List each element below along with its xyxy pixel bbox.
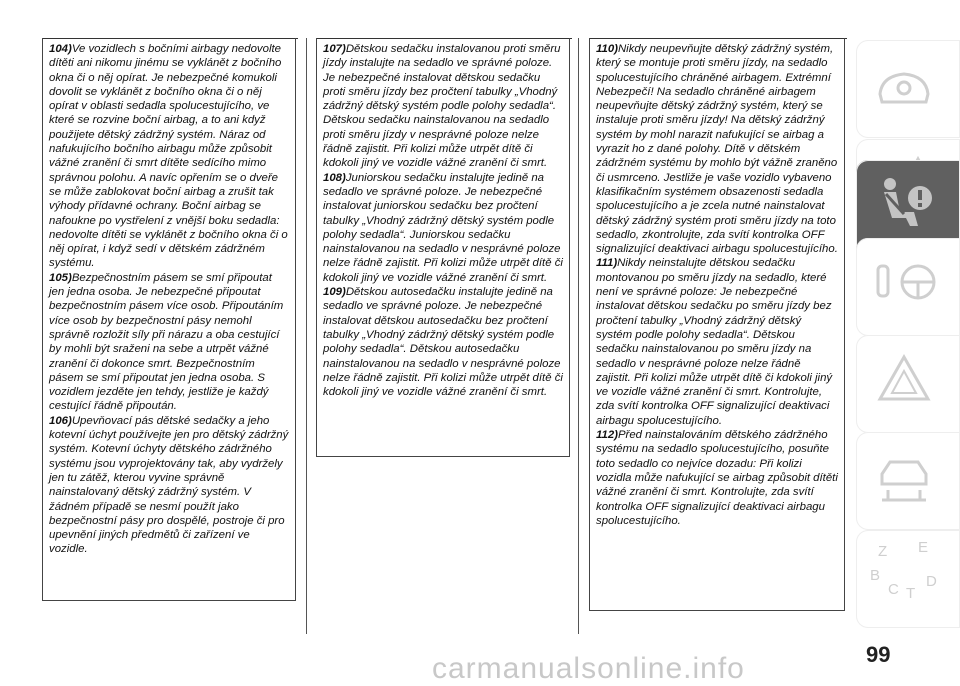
warning-item (596, 428, 838, 528)
warning-number: 107) (323, 43, 346, 55)
warning-text: Dětskou autosedačku instalujte jedině na sedadlo ve správné poloze. Je nebezpečné instalovat dětskou autosedačku bez pročtení tabulky „Vhodný zádržný dětský systém podle polohy sedadla“. Dětskou autosedačku nainstalovanou na sedadlo v nesprávné poloze nelze řádně zajistit. Při kolizi může utrpět dítě či kdokoli jiný ve vozidle vážné zranění či smrt. (323, 286, 563, 399)
warning-item (323, 285, 563, 399)
hazard-triangle-icon (874, 349, 934, 409)
index-letter: T (906, 585, 916, 602)
column-divider (306, 38, 307, 634)
warning-number: 106) (49, 414, 72, 427)
warning-item (49, 414, 289, 557)
warning-item (49, 271, 289, 414)
warning-text: Nikdy neupevňujte dětský zádržný systém, který se montuje proti směru jízdy, na sedadlo spolucestujícího chráněné airbagem. Extrémní Nebezpečí! Na sedadlo chráněné airbagem neupevňujte dětský zádržný systém, který se instaluje proti směru jízdy! Na dětský zádržný systém by mohl narazit nafukující se airbag a vyrazit ho z dané polohy. Dítě v dětském zádržném systému by mohlo být vážně zraněno či usmrceno. Jestliže je vaše vozidlo vybaveno klasifikačním systémem obsazenosti sedadla spolucestujícího a je zcela nutné nainstalovat dětský zádržný systém proti směru jízdy na toto sedadlo, zkontrolujte, zda svítí kontrolka OFF signalizující deaktivaci airbagu spolucestujícího. (596, 43, 838, 256)
column-divider (578, 38, 579, 634)
warning-text: Bezpečnostním pásem se smí připoutat jen jedna osoba. Je nebezpečné připoutat bezpečnostním pásem více osob. Připoutáním více osob by bezpečnostní pásy nemohl správně rozložit síly při nárazu a oba cestující by mohli být sraženi na sebe a utrpět vážné zranění či dokonce smrt. Bezpečnostním pásem se smí připoutat jen jedna osoba. S vozidlem jezděte jen tehdy, jestliže je každý cestující řádně připoután. (49, 271, 284, 413)
warning-number: 108) (323, 171, 346, 184)
index-letter: Z (878, 543, 888, 560)
index-letter: D (926, 573, 937, 590)
warning-item (49, 42, 289, 271)
car-lift-icon (874, 446, 934, 506)
key-steering-icon (874, 252, 938, 312)
warning-text: Nikdy neinstalujte dětskou sedačku montovanou po směru jízdy na sedadlo, které není ve správné poloze: Je nebezpečné instalovat dětskou sedačku po směru jízdy bez pročtení tabulky „Vhodný zádržný dětský systém podle polohy sedadla“. Dětskou sedačku nainstalovanou po směru jízdy na sedadlo v nesprávné poloze nelze řádně zajistit. Při kolizi může utrpět dítě či kdokoli jiný ve vozidle vážné zranění či smrt. Kontrolujte, zda svítí kontrolka OFF signalizující deaktivaci airbagu spolucestujícího. (596, 257, 833, 427)
warning-item (596, 42, 838, 256)
index-letter: C (888, 581, 899, 598)
warning-number: 111) (596, 257, 618, 270)
watermark: carmanualsonline.info (432, 652, 745, 685)
tab-emergency[interactable] (856, 335, 960, 433)
car-dashboard-icon (874, 54, 934, 114)
warning-text: Dětskou sedačku instalovanou proti směru jízdy instalujte na sedadlo ve správné poloze. Je nebezpečné instalovat dětskou sedačku proti směru jízdy bez pročtení tabulky „Vhodný zádržný dětský systém podle polohy sedadla“. Dětskou sedačku nainstalovanou na sedadlo proti směru jízdy v nesprávné poloze nelze řádně zajistit. Při kolizi může utrpět dítě či kdokoli jiný ve vozidle vážné zranění či smrt. (323, 43, 561, 170)
warning-text: Upevňovací pás dětské sedačky a jeho kotevní úchyt používejte jen pro dětský zádržný systém. Kotevní úchyty dětského zádržného systému jsou vyprojektovány tak, aby vydržely jen tu zátěž, kterou vyvine správně nainstalovaný dětský zádržný systém. V žádném případě se nesmí použít jako bezpečnostní pásy pro dospělé, postroje či pro upevnění jiných předmětů či zařízení ve vozidle. (49, 414, 289, 556)
tab-dashboard[interactable] (856, 40, 960, 138)
warning-number: 105) (49, 271, 72, 284)
warning-text: Před nainstalováním dětského zádržného systému na sedadlo spolucestujícího, posuňte toto sedadlo co nejvíce dozadu: Při kolizi vozidla může nafukující se airbag způsobit dítěti vážné zranění či smrt. Kontrolujte, zda svítí kontrolka OFF signalizující deaktivaci airbagu spolucestujícího. (596, 429, 838, 527)
warning-column-2 (316, 38, 570, 457)
tab-maintenance[interactable] (856, 432, 960, 530)
warning-column-3 (589, 38, 845, 611)
warning-text: Ve vozidlech s bočními airbagy nedovolte dítěti ani nikomu jinému se vyklánět z bočního okna či o něj opírat. Je nebezpečné komukoli dovolit se vyklánět z bočního okna či o něj opírat v oblasti sedadla spolucestujícího, ve které se rozvine boční airbag, a to ani když použijete dětský zádržný systém. Náraz od nafukujícího bočního airbagu může způsobit vážné zranění či smrt dítěte sedícího mimo správnou polohu. A navíc opřením se o dveře se může zablokovat boční airbag a zrušit tak výhody přídavné ochrany. Boční airbag se nafoukne po vystřelení z vnější boku sedadla: nedovolte dítěti se vyklánět z bočního okna či o něj opírat, i když sedí v dětském zádržném systému. (49, 43, 288, 270)
index-letter: B (870, 567, 881, 584)
warning-item (596, 256, 838, 428)
warning-item (323, 171, 563, 285)
warning-number: 109) (323, 286, 346, 299)
warning-column-1 (42, 38, 296, 601)
warning-number: 110) (596, 43, 618, 55)
warning-item (323, 42, 563, 171)
index-letter: E (918, 539, 929, 556)
warning-number: 104) (49, 43, 72, 55)
seat-airbag-icon (874, 174, 938, 238)
alphabetical-index-icon (866, 534, 946, 604)
page-number: 99 (866, 642, 891, 667)
tab-starting-driving[interactable] (856, 238, 960, 336)
warning-text: Juniorskou sedačku instalujte jedině na sedadlo ve správné poloze. Je nebezpečné instalovat juniorskou sedačku bez pročtení tabulky „Vhodný zádržný dětský systém podle polohy sedadla“. Juniorskou sedačku nainstalovanou na sedadlo v nesprávné poloze nelze řádně zajistit. Při kolizi může utrpět dítě či kdokoli jiný ve vozidle vážné zranění či smrt. (323, 171, 563, 284)
tab-index[interactable] (856, 530, 960, 628)
warning-number: 112) (596, 429, 618, 442)
